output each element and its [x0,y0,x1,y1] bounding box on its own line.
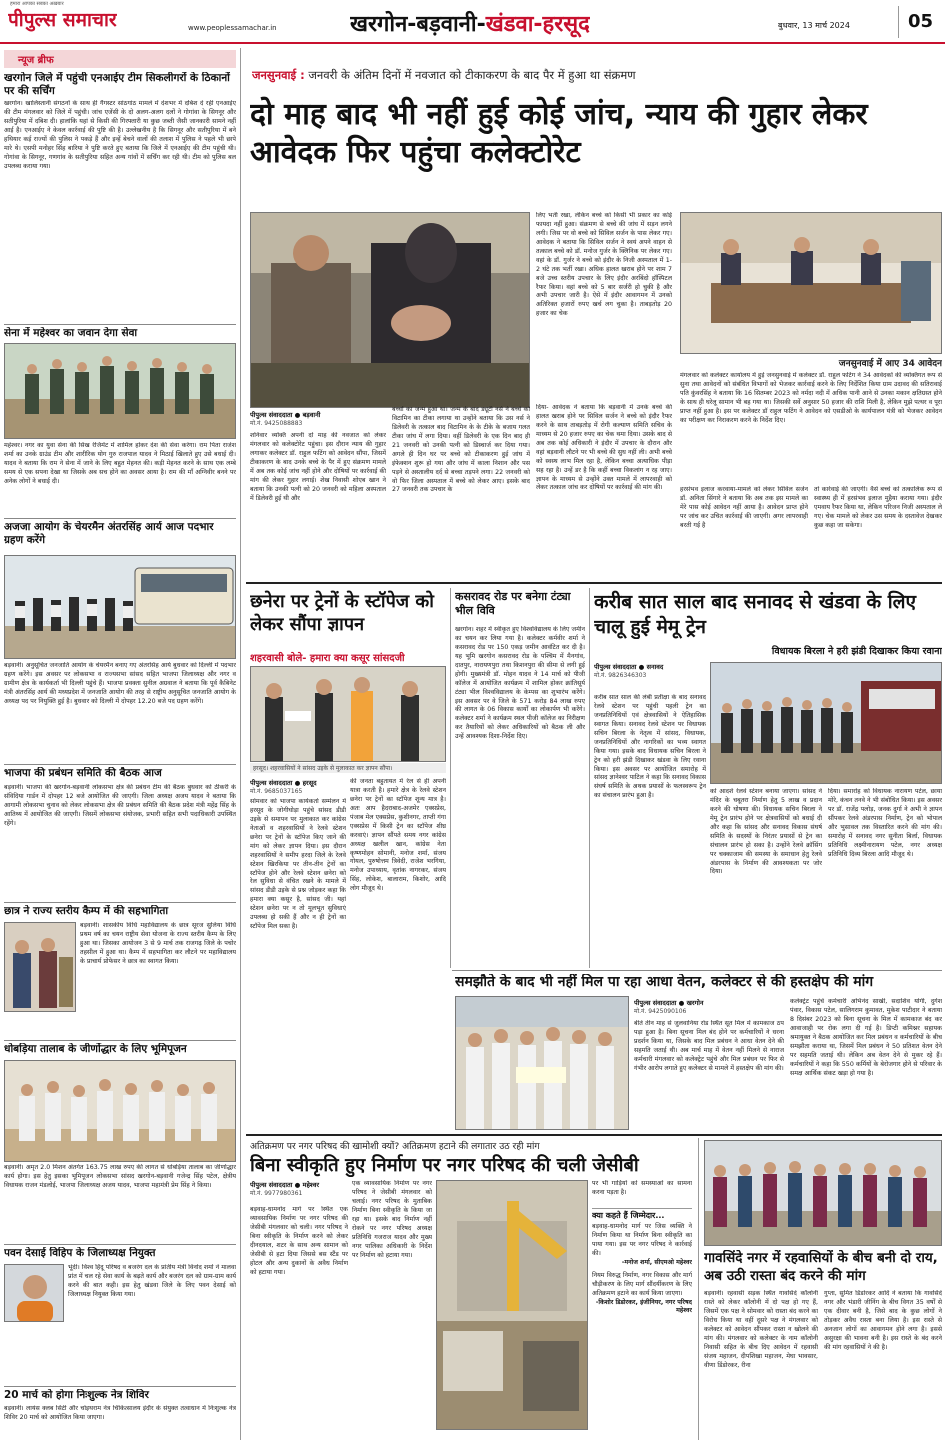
road-photo-graphic [705,1141,942,1246]
lead-col-4: दिया- आवेदक ने बताया कि बड़वानी में उनके बच्चे की हालत खराब होने पर सिविल सर्जन ने बच्चे को इंदौर रैफर करने के साथ ताबड़तोड़ में रोगी कल्याण समिति सचिव के माध्यम से 20 हजार रुपए का चेक थमा दिया। उसके बाद से अब तक कोई अधिकारी ने इंदौर में उपचार के दौरान और वहां बड़वानी लौटने पर भी बच्चे की सुध नहीं ली। अभी बच्चे को स्वस्थ लाभ मिल रहा है, लेकिन बच्चा अत्याधिक पीड़ा सह रहा है। उन्हें डर है कि कहीं बच्चा विकलांग न रह जाए। ज्ञापन के माध्यम से उन्होंने उक्त मामले में लापरवाही को लेकर तत्काल जांच कर दोषियों पर कार्रवाई की मांग की। [536,404,672,492]
brief-5-title: छात्र ने राज्य स्तरीय कैम्प में की सहभागिता [4,905,169,917]
wage-photo-graphic [456,997,629,1130]
brief-2-title: सेना में महेश्वर का जवान देगा सेवा [4,327,138,339]
nagar-col-1: बड़वाह-धामनोद मार्ग पर स्थित एक व्यावसायिक निर्माण पर नगर परिषद की जेसीबी मंगलवार को चली। नगर परिषद ने बिना स्वीकृति के निर्माण करने को लेकर दीनदयाल, शटर के साथ अन्य सामान को जेसीबी से हटा दिया जिससे बस स्टैंड पर होटल और अन्य दुकानों के अवैध निर्माण को हटाया गया। [250,1206,348,1276]
brief-6-title: धोबड़िया तालाब के जीर्णोद्धार के लिए भूमिपूजन [4,1043,187,1055]
brief-3-body: बड़वानी। अनुसूचित जनजाति आयोग के चेयरमैन बनाए गए अंतरसिंह आर्य बुधवार को दिल्ली में पदभार ग्रहण करेंगे। इस अवसर पर लोकसभा व राज्यसभा सांसद सहित भाजपा जिलाध्यक्ष और नगर व ग्रामीण क्षेत्र के कार्यकर्ता भी दिल्ली पहुंचे हैं। भाजपा प्रवक्ता सुनील अग्रवाल ने बताया कि पूर्व कैबिनेट मंत्री अंतरसिंह आर्य की मध्यप्रदेश में जनजाति आयोग की तरह से राष्ट्रीय अनुसूचित जनजाति आयोग के अध्यक्ष पद पर नियुक्ति हुई है। बुधवार को दिल्ली में दोपहर 12.20 बजे पद ग्रहण करेंगे। [4,662,236,705]
chhanera-byline: पीपुल्स संवाददाता ● हरसूद [250,779,317,787]
lead-byline: पीपुल्स संवाददाता ● बड़वानी [250,411,321,419]
website: www.peoplessamachar.in [188,24,277,32]
brief-7-body: भूंदी। विश्व हिंदू परिषद व बजरंग दल के प्रांतीय मंत्री विनोद शर्मा ने मालवा प्रांत में चल रहे सेवा कार्य के बढ़ते कार्य और बजरंग दल को ग्राम-ग्राम कार्य करने की बात कही। इस हेतु खंडवा जिले के लिए पवन देसाई को जिलाध्यक्ष नियुक्त किया गया। [68,1264,236,1298]
chhanera-mobile: मो.नं. 9685037165 [250,788,303,795]
memu-col-2: को आदर्श रेलवे स्टेशन बनाया जाएगा। सांसद ने मंदिर के चबूतरा निर्माण हेतु 5 लाख व प्रदान करने की घोषणा की। विधायक सचिन बिरला ने मेमू ट्रेन प्रारंभ होने पर क्षेत्रवासियों को बधाई दी और कहा कि सांसद और सनावद विकास संघर्ष समिति के सदस्यों के निरंतर प्रयासों से ट्रेन का संचालन प्रारंभ हो सका है। उन्होंने रेलवे क्रॉसिंग पर चक्काजाम की समस्या के समाधान हेतु रेलवे अंडरपास के निर्माण की आवश्यकता पर जोर दिया। [710,788,822,876]
nagar-box-title: क्या कहते हैं जिम्मेदार... [592,1211,665,1220]
nagar-photo-graphic [437,1181,588,1430]
road-col-2: गुप्ता, सुमित डिंडोरकर आदि ने बताया कि गावसिंदे नगर और भंडारी जीनिंग के बीच विगत 35 वर्षों से एक दीवार बनी है, जिसे बाद के कुछ लोगों ने तोड़कर अवैध रास्ता बना लिया है। इस रास्ते से अनजान लोगों का आवागमन होने लगा है। इससे असुरक्षा की भावना बनी है। इस रास्ते के बंद करने की मांग रहवासियों ने की है। [824,1290,942,1351]
lead-col-5: मंगलवार को कलेक्टर कार्यालय में हुई जनसुनवाई में कलेक्टर डॉ. राहुल फटिंग ने 34 आवेदकों की व्यक्तिगत रूप से सुना तथा आवेदनों को संबंधित विभागों को भेजकर कार्रवाई करने के लिए निर्देशित किया ग्राम उदावद की सतिरावाई पति कुंवरसिंह ने बताया कि 16 सितम्बर 2023 को नर्मदा नदी में अधिक पानी आने से उनका मकान क्षतिग्रस्त होने के साथ ही घरेलू सामान भी बह गया था। जिसकी सर्वे अनुसार 50 हजार की राशि मिली है, लेकिन मुझे पत्थर व पूरा प्राप्त नहीं हुआ है। इस पर कलेक्टर डॉ राहुल फटिंग ने आवेदन को एसडीओ के कार्यपालन यंत्री को भेजकर आवेदन का परीक्षण कर निराकरण करने के निर्देश दिए। [680,372,942,424]
road-photo [704,1140,942,1246]
lead-col-1: शनिवार व्यक्ति अपनी दो माह की नवजात को लेकर मंगलवार को कलेक्टोरेट पहुंचा। इस दौरान न्याय की गुहार लगाकर कलेक्टर डॉ. राहुल फटिंग को आवेदन सौंपा, जिसमें टीकाकरण के बाद उनके बच्चे के पैर में हुए संक्रमण मामले में अब तक कोई जांच नहीं होने और दोषियों पर कार्रवाई की मांग की लेकर गुहार लगाई। शेख निवासी शोएब खान ने बताया कि उनकी पत्नी को 20 जनवरी को महिला अस्पताल में डिलेवरी हुई थी और [250,432,386,502]
lead-headline: दो माह बाद भी नहीं हुई कोई जांच, न्याय की गुहार लेकर आवेदक फिर पहुंचा कलेक्टोरेट [250,97,868,171]
lead-photo-2 [680,212,942,354]
memu-col-3: दिया। समारोह को विधायक नारायण पटेल, छाया मोरे, कंचन तनवे ने भी संबोधित किया। इस अवसर पर डॉ. राजेंद्र पलोड़, जनक दुर्गा ने अभी ने ज्ञापन सौंपकर रेलवे अंडरपास निर्माण, ट्रेन को भोपाल और भुसावल तक विस्तारित करने की मांग की। समारोह में सनावद नगर सुनीता बिर्ला, विधायक प्रतिनिधि लक्ष्मीनारायण पटेल, नगर अध्यक्ष प्रतिनिधि दिव्य बिरला आदि मौजूद थे। [828,788,942,858]
photo-army-graphic [5,344,236,439]
section-title-right: खंडवा-हरसूद [485,12,590,37]
nagar-box [592,1208,692,1440]
memu-subhead: विधायक बिरला ने हरी झंडी दिखाकर किया रवाना [771,646,942,657]
memu-photo-graphic [711,663,942,784]
nagar-kicker: अतिक्रमण पर नगर परिषद की खामोशी क्यों? अतिक्रमण हटाने की लगातार उठ रही मांग [250,1141,540,1152]
lead-photo-caption: जनसुनवाई में आए 34 आवेदन [838,359,942,369]
brief-5-body: बड़वानी। शासकीय विधि महाविद्यालय के छात्र सूरज सुलिया विधि प्रथम वर्ष का चयन राष्ट्रीय सेवा योजना के राज्य स्तरीय कैम्प के लिए हुआ था। जिसका आयोजन 3 से 9 मार्च तक राजगढ़ जिले के पचोर तहसील में हुआ था। कैम्प में सहभागिता कर लौटने पर महाविद्यालय के प्राचार्य प्रोफेसर ने छात्र का स्वागत किया। [80,922,236,965]
news-brief-label: न्यूज ब्रीफ [4,50,236,68]
brief-1-title: खरगोन जिले में पहुंची एनआईए टीम सिकलीगरों के ठिकानों पर की सर्चिंग [4,72,230,98]
nagar-headline: बिना स्वीकृति हुए निर्माण पर नगर परिषद की चली जेसीबी [250,1155,639,1176]
lead-kicker-label: जनसुनवाई : [252,68,305,82]
date: बुधवार, 13 मार्च 2024 [778,21,850,30]
brief-4-body: बड़वानी। भाजपा की खरगोन-बड़वानी लोकसभा क्षेत्र की प्रबंधन टीम की बैठक बुधवार को ठीकरी के संविदिया गार्डन में दोपहर 12 बजे आयोजित की जाएगी। जिला अध्यक्ष अजय यादव ने बताया कि आगामी लोकसभा चुनाव को लेकर लोकसभा क्षेत्र की प्रबंधन समिति की बैठक प्रदेश मंत्री महेंद्र सिंह के आतिथ्य में आयोजित की जाएगी। जिसमें लोकसभा संयोजक, प्रभारी सहित सभी पदाधिकारी उपस्थित रहेंगे। [4,784,236,827]
brief-2-body: महेश्वर। नगर का युवा सेना की सिख रेजिमेंट में शामिल होकर देश की सेवा करेगा। राम पिता राजेश शर्मा का उनके ग्राउंड टीम और शारीरिक योग गुरु राजपाल यादव ने मिठाई खिलाते हुए उसे बधाई दी। यादव ने बताया कि राम ने सेना में जाने के लिए बहुत मेहनत की। कड़ी मेहनत करने के साथ एक लम्बे समय से एक सपना देखा था जिसके अब सच होने का अवसर आया है। राम की माँ अग्निवीर बनने पर अनेक लोगों ने बधाई दी। [4,442,236,485]
logo: पीपुल्स समाचार [8,9,117,31]
memu-mobile: मो.नं. 9826346303 [594,672,647,679]
memu-photo [710,662,942,784]
brief-3-title: अजजा आयोग के चेयरमैन अंतरसिंह आर्य आज पदभार ग्रहण करेंगे [4,521,214,547]
nagar-box-body: बड़वाह-धामनोद मार्ग पर जिस व्यक्ति ने निर्माण किया था निर्माण बिना स्वीकृति का पाया गया। इस पर नगर परिषद ने कार्रवाई की। [592,1223,692,1257]
photo-army [4,343,236,439]
lead-col-6: हरसंभव इलाज करवाया-मामले को लेकर सिविल सर्जन डॉ. अनिता सिंगारे ने बताया कि अब तक इस मामले का मेरे पास कोई आवेदन नहीं आया है। आवेदन प्राप्त होने पर जांच कर उचित कार्रवाई की जाएगी। अगर लापरवाही बरती गई है [680,486,808,529]
brief-1-body: खरगोन। खालिस्तानी संगठनों के साथ ही गैंगस्टर सांठगांठ मामले में देशभर में दबिश दे रही एनआईए की टीम मंगलवार को जिले में पहुंची। जांच एजेंसी के दो अलग-अलग दलों ने गोगांवा के सिगनूर और सतीपुरिया में दबिश दी। हालांकि यहां से किसी की गिरफ्तारी या कुछ जब्ती जैसी जानकारी सामने नहीं आई है। एनआईए ने केवल कार्रवाई की पुष्टि की है। उल्लेखनीय है कि सिगनूर और सतीपुरिया में बने हथियार कई राज्यों की पुलिस ने पकड़े हैं और इन्हें बेचने वालों की तलाश में पुलिस ने पहले भी छापे मारे थे। एसपी मनोहर सिंह बारिया ने पुष्टि करते हुए बताया कि जिले में एनआईए की टीम पहुंची थी। गोगांवा के सिगनूर, गणगांव के सतीपुरिया सहित अन्य गांवों में सर्चिंग कर रही थी। टीम को पुलिस बल उपलब्ध कराया गया। [4,100,236,170]
nagar-mobile: मो.नं. 9977980361 [250,1190,303,1197]
lead-kicker-text: जनवरी के अंतिम दिनों में नवजात को टीकाकरण के बाद पैर में हुआ था संक्रमण [308,68,636,82]
photo-portrait [4,1264,64,1322]
nagar-col-2: एक व्यावसायिक निर्माण पर नगर परिषद ने जेसीबी मंगलवार को चलाई। नगर परिषद के मुताबिक निर्माण बिना स्वीकृति के किया जा रहा था। इसके बाद निर्माण नहीं रोकने पर नगर परिषद अध्यक्ष प्रतिनिधि गजराज यादव और मुख्य नगर पालिका अधिकारी के निर्देश पर निर्माण को हटाया गया। [352,1180,432,1259]
brief-8-body: बड़वानी। लायंस क्लब सिटी और चोइथराम नेत्र चिकित्सालय इंदौर के संयुक्त तत्वाधान में निःशुल्क नेत्र शिविर 20 मार्च को आयोजित किया जाएगा। [4,1405,236,1421]
nagar-photo [436,1180,588,1430]
chhanera-col-1: सोमवार को भाजपा कार्यकर्ता सम्मेलन में हरसूद के जोगीघोड़ा पहुंचे सांसद डीडी उइके से समापन पर मुलाकात कर कांग्रेस नेताओं व शहरवासियों ने रेलवे स्टेशन छनेरा पर ट्रेनों के स्टॉपेज किए जाने की मांग को लेकर ज्ञापन दिया। इस दौरान शहरवासियों ने समीप हरदा जिले के रेलवे स्टेशन खिरकिया पर तीन-तीन ट्रेनों का स्टॉपेज होने और रेलवे स्टेशन छनेरा को रेल सुविधा से वंचित रखने के मामले में सांसद डीडी उइके से प्रश्न जोड़कर कहा कि हमारा क्या कसूर है, सांसद जी। यहां स्टेशन छनेरा पर न तो मूलभूत सुविधाएं उपलब्ध हो सकी हैं और न ही ट्रेनों का स्टॉपेज मिल सका है। [250,798,346,931]
lead-col-3: लिए भर्ती रखा, लेकिन बच्चे को किसी भी प्रकार का कोई फायदा नहीं हुआ। संक्रमण से बच्चे की जांघ में सड़न लगने लगी। जिस पर वो बच्चे को सिविल सर्जन के पास लेकर गए। आवेदक ने बताया कि सिविल सर्जन ने स्वयं अपने वाहन से तत्काल बच्चे को डॉ. मनोज गुर्जर के क्लिनिक पर लेकर गए। वहां के डॉ. गुर्जर ने बच्चे को इंदौर के निजी अस्पताल में 1-2 घंटे तक भर्ती रखा। अधिक हालत खराब होने पर शाम 7 बजे उच्च स्तरीय उपचार के लिए इंदौर अरबिंदो हॉस्पिटल रैफर किया। वहां बच्चे को 5 बार सर्जरी हो चुकी है और अभी उपचार जारी है। ऐसे में इंदौर आवागमन में उनको अतिरिक्त हजारों रुपए खर्च लग चुका है। ताबड़तोड़ 20 हजार का चेक [536,212,672,318]
chhanera-photo [250,666,446,762]
photo-pooja [4,1060,236,1162]
chhanera-headline: छनेरा पर ट्रेनों के स्टॉपेज को लेकर सौंपा ज्ञापन [250,591,434,636]
lead-col-7: तो कार्रवाई की जाएगी। वैसे बच्चे को तत्कालिक रूप से स्वास्थ्य ही में हरसंभव इलाज मुहैया कराया गया। इंदौर एमवाय रैफर किया था, लेकिन परिजन निजी अस्पताल ले गए। चेक मामले को लेकर उस समय के दस्तावेज देखकर कुछ कहा जा सकेगा। [814,486,942,529]
chhanera-subhead: शहरवासी बोले- हमारा क्या कसूर सांसदजी [250,653,405,664]
photo-portrait-graphic [5,1265,64,1322]
photo-camp [4,922,76,1012]
section-title [350,8,590,38]
chhanera-photo-graphic [251,667,446,762]
nagar-box2-body: नियम विरुद्ध निर्माण, नगर विकास और मार्ग चौड़ीकरण के लिए मार्ग सौंदर्यीकरण के लिए अतिक्रमण हटाने का कार्य किया जाएगा। [592,1271,692,1297]
chhanera-col-2: की जनता बहुतायत में रेल से ही अपनी यात्रा करती है। हमारे क्षेत्र के रेलवे स्टेशन छनेरा पर ट्रेनों का स्टॉपेज शून्य मात्र है। अतः आप हैदराबाद-अजमेर एक्सप्रेस, पंजाब मेल एक्सप्रेस, कुशीनगर, ताप्ती गंगा एक्सप्रेस में किसी ट्रेन का स्टॉपेज शीघ्र करवाएं। ज्ञापन सौंपते समय नगर कांग्रेस अध्यक्ष खलील खान, कांग्रेस नेता कृष्णमोहन सोमानी, मनोज शर्मा, संजय गोयल, पुरुषोत्तम त्रिवेदी, राजेश भरगिया, मनोज उपाध्याय, वृतांक नागरकर, संजय सिंह, लोकेश, बालाराम, किशोर, आदि लोग मौजूद थे। [350,778,446,893]
nagar-byline: पीपुल्स संवाददाता ● महेश्वर [250,1181,319,1189]
photo-bus [4,555,236,659]
lead-col-2: बच्चों का जन्म हुआ था। जन्म के बाद ड्यूटी नर्स ने बच्चे को विटामिन का टीका लगाया था उन्होंने बताया कि उस नर्स ने डिलेवरी के तत्काल बाद विटामिन के के टीके के बजाय गलत टीका जांघ में लगा दिया। वहीं डिलेवरी के एक दिन बाद ही 21 जनवरी को उनकी पत्नी को डिस्चार्ज कर दिया गया। अगले ही दिन घर पर बच्चे को टीकाकरण हुई जांघ में इंफेक्शन शुरू हो गया और जांघ में काला निशान और पस पड़ने से अस्तालीय दर्द से बच्चा तड़पने लगा। 22 जनवरी को वो फिर जिला अस्पताल में बच्चे को लेकर आए। इसके बाद 27 जनवरी तक उपचार के [392,406,530,494]
wage-byline: पीपुल्स संवाददाता ● खरगोन [634,999,704,1007]
nagar-col-3: पर भी गाड़ियों को समस्याओं का सामना करना पड़ता है। [592,1180,692,1196]
lead-photo-1-graphic [251,213,530,408]
photo-camp-graphic [5,923,76,1012]
road-col-1: बड़वानी। रहवासी सड़क स्थित गावसिंदे कॉलोनी रास्ते को लेकर कॉलोनी में दो पक्ष हो गए हैं, जिसमें एक पक्ष ने सोमवार को रास्ता बंद करने का विरोध किया था वहीं दूसरे पक्ष ने मंगलवार को कलेक्टर को आवेदन सौंपकर रास्ता न खोलने की मांग की। मंगलवार को कलेक्टर के नाम कॉलोनी निवासी सहित के बीच दिए आवेदन में रहवासी संजय महाजन, दीपशिखा महाजन, मेघा भावसार, वीणा डिंडोरकर, रीना [704,1290,818,1369]
road-headline: गावसिंदे नगर में रहवासियों के बीच बनी दो राय, अब उठी रास्ता बंद करने की मांग [704,1250,938,1284]
lead-photo-2-graphic [681,213,942,354]
nagar-box2-name: -किशोर डिडोरकर, इंजीनियर, नगर परिषद महेश्वर [595,1298,692,1315]
photo-pooja-graphic [5,1061,236,1162]
page-number: 05 [898,6,942,38]
section-title-left: खरगोन-बड़वानी- [350,12,486,37]
chhanera-caption: हरसूद। शहरवासियों ने सांसद उइके से मुलाकात कर ज्ञापन सौंपा। [250,763,446,773]
brief-4-title: भाजपा की प्रबंधन समिति की बैठक आज [4,767,162,779]
photo-bus-graphic [5,556,236,659]
nagar-box-name: -मनोज शर्मा, सीएमओ महेश्वर [621,1258,692,1266]
kasrawad-col-1: खरगोन। शहर में स्वीकृत हुए विश्वविद्यालय के लिए जमीन का चयन कर लिया गया है। कलेक्टर कर्मवीर शर्मा ने कसरावद रोड पर 150 एकड़ जमीन आवंटित कर दी है। यह भूमि खरगोन कसरावद रोड के पश्चिम में मैनगांव, दातपुर, नारायणपुरा तथा किशनपुरा की सीमा से लगी हुई होगी। मुख्यमंत्री डॉ. मोहन यादव ने 14 मार्च को पीजी कॉलेज में आयोजित कार्यक्रम में शामिल होकर क्रांतिसूर्य टंट्या भील विश्वविद्यालय के केम्पस का शुभारंभ करेंगे। इस अवसर पर वे जिले के 571 करोड़ 84 लाख रुपए की लागत के 06 विकास कार्यों का लोकार्पण भी करेंगे। कलेक्टर शर्मा ने कार्यक्रम स्थल पीजी कॉलेज का निरीक्षण कर तैयारियों को लेकर अधिकारियों को बैठक ली और उन्हें आवश्यक दिशा-निर्देश दिए। [455,626,585,741]
wage-mobile: मो.नं. 9425090106 [634,1008,687,1015]
wage-headline: समझौते के बाद भी नहीं मिल पा रहा आधा वेतन, कलेक्टर से की हस्तक्षेप की मांग [455,974,874,990]
memu-byline-box [594,662,704,682]
tagline: हमारा आपका सबका अख़बार [10,1,64,7]
kasrawad-headline: कसरावद रोड पर बनेगा टंट्या भील विवि [455,590,571,618]
lead-photo-1 [250,212,530,408]
memu-col-1: करीब सात साल की लंबी प्रतीक्षा के बाद सनावद रेलवे स्टेशन पर पहुंची पहली ट्रेन का जनप्रतिनिधियों एवं क्षेत्रवासियों ने ऐतिहासिक स्वागत किया। सनावद रेलवे स्टेशन पर विधायक सचिन बिरला के नेतृत्व में सांसद, विधायक, जनप्रतिनिधियों और नागरिकों का भव्य स्वागत किया गया। इसके बाद विधायक सचिन बिरला ने ट्रेन को हरी झंडी दिखाकर खंडवा के लिए रवाना किया। इस अवसर पर आयोजित समारोह में सांसद ज्ञानेश्वर पाटिल ने कहा कि सनावद विकास संघर्ष समिति के अथक प्रयासों के फलस्वरूप ट्रेन का संचालन प्रारंभ हुआ है। [594,694,706,800]
wage-photo [455,996,629,1130]
brief-8-title: 20 मार्च को होगा निःशुल्क नेत्र शिविर [4,1389,149,1401]
memu-byline: पीपुल्स संवाददाता ● सनावद [594,663,664,671]
memu-headline: करीब सात साल बाद सनावद से खंडवा के लिए चालू हुई मेमू ट्रेन [594,591,917,638]
wage-col-2: कलेक्ट्रेट पहुंचे कर्मचारी अभिनंद साखी, सदाशिव योगी, दुर्गेश पंवार, विकास पटेल, सालिगराम कुमावत, मुकेश पाटीदार ने बताया 8 दिसंबर 2023 को बिना सूचना के मिल में कामकाज बंद कर आवाजाही पर रोक लगा दी गई है। डिप्टी कमिश्नर सहायक श्रमायुक्त ने बैठक आयोजित कर मिल प्रबंधन व कर्मचारियों के बीच समझौता कराया था, जिसमें मिल प्रबंधन ने 50 प्रतिशत वेतन देने पर सहमति जताई थी। लेकिन अब वेतन देने से मुकर रहे हैं। कर्मचारियों ने कहा कि 550 कर्मियों के बेरोजगार होने से परिवार के समक्ष आर्थिक संकट खड़ा हो गया है। [790,998,942,1077]
news-brief-column [4,50,236,1442]
wage-col-1: बीते तीन माह से जुलवानिया रोड स्थित सूत मिल में कामकाज ठप पड़ा हुआ है। बिना सूचना मिल बंद होने पर कर्मचारियों ने धरना प्रदर्शन किया था, जिसके बाद मिल प्रबंधन ने आधा वेतन देने की सहमति जताई थी। अब मार्च माह में वेतन नहीं मिलने से नाराज कर्मचारी मंगलवार को कलेक्ट्रेट पहुंचे और मिल प्रबंधन पर फिर से गंभीर आरोप लगाते हुए कलेक्टर से मामले में हस्तक्षेप की मांग की। [634,1020,784,1072]
lead-mobile: मो.नं. 9425088883 [250,420,303,427]
brief-7-title: पवन देसाई विहिप के जिलाध्यक्ष नियुक्त [4,1247,156,1259]
brief-6-body: बड़वानी। अमृत 2.0 मिशन अंतर्गत 163.75 लाख रुपए की लागत से धोबड़िया तालाब का जीर्णोद्धार कार्य होगा। इस हेतु इसका भूमिपूजन लोकसभा सांसद खरगोन-बड़वानी गजेन्द्र सिंह पटेल, क्षेत्रीय विधायक राजन मंडलोई, भाजपा जिलाध्यक्ष अजय यादव, भाजपा महामंत्री प्रेम सिंह ने किया। [4,1164,236,1189]
wage-byline-box [634,998,754,1018]
lead-kicker [252,68,942,83]
masthead [0,0,945,44]
